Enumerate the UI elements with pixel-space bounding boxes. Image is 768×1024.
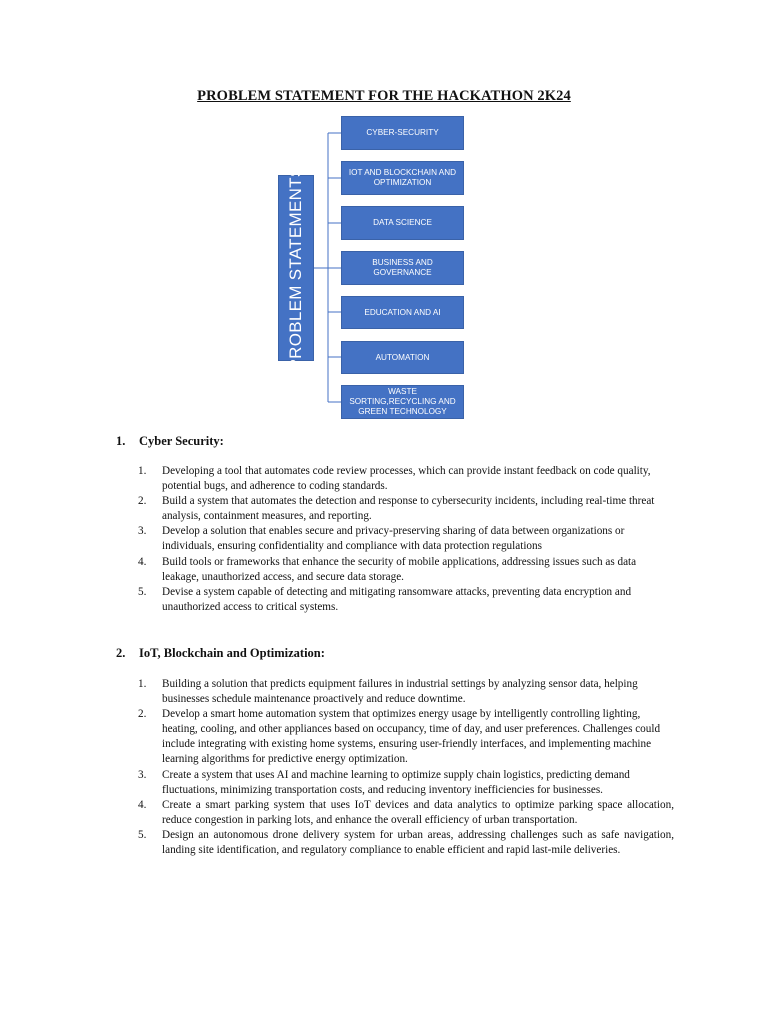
section-heading-iot-blockchain <box>116 646 325 661</box>
list-item <box>138 768 674 798</box>
item-text: Develop a solution that enables secure and privacy-preserving sharing of data between organizations or individuals, ensuring confidentiality and compliance with data protection regulations <box>162 525 625 553</box>
list-item <box>138 828 674 858</box>
item-number: 2. <box>138 495 147 508</box>
section-heading-cyber-security <box>116 434 224 449</box>
problem-statements-diagram <box>0 0 768 430</box>
item-number: 1. <box>138 678 147 690</box>
item-number: 1. <box>138 465 147 477</box>
node-cyber-security: CYBER-SECURITY <box>341 116 464 150</box>
list-item <box>138 798 674 828</box>
root-node-problem-statements <box>278 165 314 371</box>
node-education-ai: EDUCATION AND AI <box>341 296 464 329</box>
section-title: IoT, Blockchain and Optimization: <box>139 646 325 660</box>
root-node-label: PROBLEM STATEMENTS <box>286 165 305 371</box>
item-number: 5. <box>138 585 147 598</box>
item-number: 3. <box>138 768 147 781</box>
item-text: Devise a system capable of detecting and mitigating ransomware attacks, preventing data encryption and unauthorized access to critical systems. <box>162 585 632 613</box>
iot-blockchain-list <box>138 677 674 858</box>
list-item <box>138 524 674 554</box>
node-iot-blockchain-optimization: IOT AND BLOCKCHAIN AND OPTIMIZATION <box>341 161 464 195</box>
document-title: PROBLEM STATEMENT FOR THE HACKATHON 2K24 <box>197 88 571 104</box>
item-text: Develop a smart home automation system that optimizes energy usage by intelligently controlling lighting, heating, cooling, and other appliances based on occupancy, time of day, and user preferences. Challenges could include integrating with existing home systems, ensuring user-friendly interfaces, and implementing machine learning algorithms for predictive energy optimization. <box>162 708 661 766</box>
item-text: Build tools or frameworks that enhance the security of mobile applications, addressing issues such as data leakage, unauthorized access, and secure data storage. <box>162 555 637 583</box>
section-number: 1. <box>116 434 126 448</box>
item-text: Developing a tool that automates code review processes, which can provide instant feedback on code quality, potential bugs, and adherence to coding standards. <box>162 465 651 493</box>
list-item <box>138 464 674 494</box>
item-text: Create a system that uses AI and machine learning to optimize supply chain logistics, predicting demand fluctuations, minimizing transportation costs, and reducing inventory inefficiencies for businesses. <box>162 768 630 796</box>
section-title: Cyber Security: <box>139 434 224 448</box>
item-text: Build a system that automates the detection and response to cybersecurity incidents, including real-time threat analysis, containment measures, and reporting. <box>162 495 655 523</box>
list-item <box>138 677 674 707</box>
node-automation: AUTOMATION <box>341 341 464 374</box>
list-item <box>138 707 674 767</box>
item-number: 4. <box>138 798 147 811</box>
list-item <box>138 555 674 585</box>
item-number: 5. <box>138 828 147 841</box>
item-text: Design an autonomous drone delivery system for urban areas, addressing challenges such as safe navigation, landing site identification, and regulatory compliance to enable efficient and rapid last-mile deliveries. <box>162 828 674 857</box>
cyber-security-list <box>138 464 674 615</box>
item-text: Create a smart parking system that uses IoT devices and data analytics to optimize parking space allocation, reduce congestion in parking lots, and enhance the overall efficiency of urban transportation. <box>162 798 674 826</box>
item-number: 2. <box>138 708 147 721</box>
list-item <box>138 494 674 524</box>
node-data-science: DATA SCIENCE <box>341 206 464 240</box>
item-number: 4. <box>138 555 147 568</box>
node-waste-sorting-green-tech: WASTE SORTING,RECYCLING AND GREEN TECHNOLOGY <box>341 385 464 419</box>
section-number: 2. <box>116 646 126 660</box>
list-item <box>138 585 674 615</box>
node-business-governance: BUSINESS AND GOVERNANCE <box>341 251 464 285</box>
item-text: Building a solution that predicts equipment failures in industrial settings by analyzing sensor data, helping businesses schedule maintenance proactively and reduce downtime. <box>162 678 638 706</box>
item-number: 3. <box>138 525 147 538</box>
